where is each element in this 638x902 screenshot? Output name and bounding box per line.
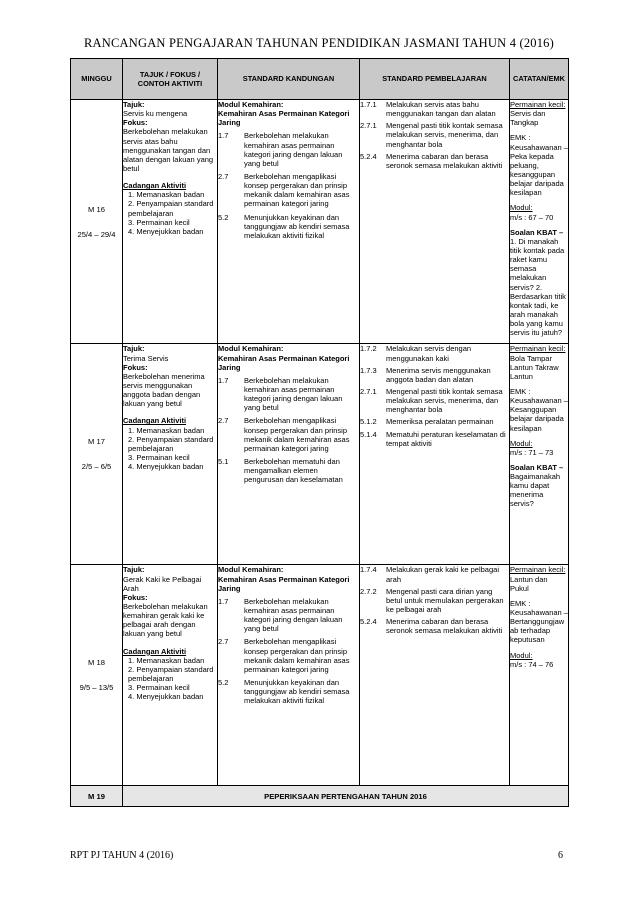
sk-item <box>218 678 359 705</box>
sp-code: 5.1.4 <box>360 429 377 439</box>
modul-label: Modul Kemahiran: <box>218 100 284 109</box>
tajuk-cell <box>123 100 218 344</box>
sp-text: Melakukan servis atas bahu menggunakan tangan dan alatan <box>386 100 496 119</box>
sp-text: Menerima servis menggunakan anggota badan dan alatan <box>386 365 491 384</box>
sk-item <box>218 597 359 634</box>
aktiviti-item: 3. Permainan kecil <box>128 452 190 462</box>
sp-text: Menerima cabaran dan berasa seronok semasa melakukan aktiviti <box>386 617 503 636</box>
standard-kandungan-cell <box>218 344 360 565</box>
emk-text: Keusahawanan – Peka kepada peluang, kesanggupan belajar daripada kesilapan <box>510 142 568 198</box>
col-header-minggu: MINGGU <box>71 59 123 100</box>
fokus-text: Berkebolehan melakukan servis atas bahu menggunakan tangan dan alatan dengan lakuan yang betul <box>123 127 214 173</box>
sk-code: 2.7 <box>218 416 229 426</box>
sp-text: Mengenal pasti titik kontak semasa melakukan servis, menerima, dan menghantar bola <box>386 386 503 415</box>
sk-text: Berkebolehan melakukan kemahiran asas permainan kategori jaring dengan lakuan yang betul <box>244 596 343 634</box>
sk-code: 1.7 <box>218 375 229 385</box>
sp-item <box>360 387 509 414</box>
cadangan-label: Cadangan Aktiviti <box>123 181 187 191</box>
standard-pembelajaran-cell <box>360 565 510 786</box>
sk-item <box>218 457 359 484</box>
sp-code: 2.7.1 <box>360 121 377 131</box>
emk-block <box>510 387 568 433</box>
footer-title: RPT PJ TAHUN 4 (2016) <box>70 850 174 861</box>
sp-item <box>360 617 509 635</box>
sp-text: Melakukan servis dengan menggunakan kaki <box>386 344 472 363</box>
permainan-name: Bola Tampar Lantun Takraw Lantun <box>510 353 559 381</box>
sk-item <box>218 131 359 168</box>
sp-text: Mematuhi peraturan keselamatan di tempat aktiviti <box>386 429 506 448</box>
fokus-text: Berkebolehan menerima servis menggunakan anggota badan dengan lakuan yang betul <box>123 371 205 409</box>
week-cell <box>71 344 123 565</box>
sp-item <box>360 152 509 170</box>
tajuk-text: Gerak Kaki ke Pelbagai Arah <box>123 574 202 593</box>
permainan-kecil <box>510 100 568 127</box>
aktiviti-item: 4. Menyejukkan badan <box>128 462 204 472</box>
sk-item <box>218 376 359 413</box>
permainan-label: Permainan kecil: <box>510 344 566 354</box>
modul-block <box>510 651 568 669</box>
sp-code: 1.7.1 <box>360 100 377 109</box>
kbat-label: Soalan KBAT – <box>510 462 564 472</box>
modul-pages-label: Modul: <box>510 650 533 660</box>
emk-label: EMK : <box>510 598 531 608</box>
permainan-label: Permainan kecil: <box>510 565 566 575</box>
sk-code: 5.2 <box>218 212 229 222</box>
sk-text: Berkebolehan mengaplikasi konsep pergerakan dan prinsip mekanik dalam kemahiran asas permainan kategori jaring <box>244 637 350 674</box>
sp-text: Menerima cabaran dan berasa seronok semasa melakukan aktiviti <box>386 151 503 170</box>
week-number: M 16 <box>88 204 105 214</box>
cadangan-label: Cadangan Aktiviti <box>123 646 187 656</box>
emk-text: Keusahawanan – Bertanggungjaw ab terhadap keputusan <box>510 607 568 645</box>
col-header-standard-kandungan: STANDARD KANDUNGAN <box>218 59 360 100</box>
sk-text: Berkebolehan melakukan kemahiran asas permainan kategori jaring dengan lakuan yang betul <box>244 375 343 413</box>
kbat-block <box>510 228 568 338</box>
modul-pages: m/s : 74 – 76 <box>510 659 554 669</box>
aktiviti-item: 2. Penyampaian standard pembelajaran <box>128 199 214 218</box>
aktiviti-item: 1. Memanaskan badan <box>128 655 205 665</box>
sp-item <box>360 587 509 614</box>
modul-pages: m/s : 71 – 73 <box>510 447 554 457</box>
week-number: M 17 <box>88 437 105 447</box>
aktiviti-item: 1. Memanaskan badan <box>128 190 205 200</box>
sk-code: 5.2 <box>218 677 229 687</box>
week-dates: 9/5 – 13/5 <box>79 683 114 693</box>
exam-text: PEPERIKSAAN PERTENGAHAN TAHUN 2016 <box>123 786 569 807</box>
fokus-label: Fokus: <box>123 362 148 372</box>
tajuk-text: Terima Servis <box>123 353 169 363</box>
sp-code: 1.7.4 <box>360 565 377 575</box>
fokus-text: Berkebolehan melakukan kemahiran gerak kaki ke pelbagai arah dengan lakuan yang betul <box>123 601 208 639</box>
tajuk-text: Servis ku mengena <box>123 109 188 119</box>
tajuk-label: Tajuk: <box>123 344 145 354</box>
sk-code: 2.7 <box>218 171 229 181</box>
sk-text: Menunjukkan keyakinan dan tanggungjaw ab kendiri semasa melakukan aktiviti fizikal <box>244 212 350 240</box>
sp-item <box>360 417 509 426</box>
modul-sub: Kemahiran Asas Permainan Kategori Jaring <box>218 109 350 128</box>
kbat-text: 1. Di manakah titik kontak pada raket kamu semasa melakukan servis? 2. Berdasarkan titik kontak tadi, ke arah manakah bola yang kamu servis itu jatuh? <box>510 236 566 338</box>
standard-kandungan-cell <box>218 565 360 786</box>
aktiviti-item: 1. Memanaskan badan <box>128 425 205 435</box>
emk-text: Keusahawanan – Kesanggupan belajar daripada kesilapan <box>510 396 568 433</box>
kbat-block <box>510 463 568 509</box>
exam-week: M 19 <box>71 786 123 807</box>
sk-text: Berkebolehan mengaplikasi konsep pergerakan dan prinsip mekanik dalam kemahiran asas permainan kategori jaring <box>244 416 350 453</box>
modul-sub: Kemahiran Asas Permainan Kategori Jaring <box>218 353 350 372</box>
kbat-text: Bagaimanakah kamu dapat menerima servis? <box>510 472 561 509</box>
sk-item <box>218 637 359 674</box>
sk-code: 1.7 <box>218 131 229 141</box>
catatan-cell <box>510 100 569 344</box>
sp-item <box>360 344 509 362</box>
sp-code: 2.7.2 <box>360 586 377 596</box>
aktiviti-item: 4. Menyejukkan badan <box>128 226 204 236</box>
sp-code: 5.2.4 <box>360 617 377 627</box>
permainan-kecil <box>510 565 568 592</box>
tajuk-cell <box>123 344 218 565</box>
col-header-tajuk: TAJUK / FOKUS / CONTOH AKTIVITI <box>123 59 218 100</box>
cadangan-label: Cadangan Aktiviti <box>123 416 187 426</box>
aktiviti-item: 4. Menyejukkan badan <box>128 692 204 702</box>
week-cell <box>71 565 123 786</box>
sk-code: 1.7 <box>218 596 229 606</box>
sk-item <box>218 416 359 453</box>
document-title: RANCANGAN PENGAJARAN TAHUNAN PENDIDIKAN JASMANI TAHUN 4 (2016) <box>83 36 554 50</box>
modul-block <box>510 203 568 221</box>
tajuk-label: Tajuk: <box>123 565 145 575</box>
tajuk-cell <box>123 565 218 786</box>
standard-pembelajaran-cell <box>360 100 510 344</box>
sk-code: 2.7 <box>218 637 229 647</box>
table-row <box>71 100 569 344</box>
sk-text: Menunjukkan keyakinan dan tanggungjaw ab kendiri semasa melakukan aktiviti fizikal <box>244 677 350 706</box>
exam-row <box>71 786 569 807</box>
sp-code: 2.7.1 <box>360 386 377 396</box>
sp-text: Melakukan gerak kaki ke pelbagai arah <box>386 565 499 584</box>
aktiviti-item: 2. Penyampaian standard pembelajaran <box>128 434 214 453</box>
permainan-kecil <box>510 344 568 381</box>
week-dates: 2/5 – 6/5 <box>81 462 112 472</box>
emk-label: EMK : <box>510 133 531 143</box>
permainan-name: Lantun dan Pukul <box>510 574 548 593</box>
sk-item <box>218 172 359 209</box>
modul-pages: m/s : 67 – 70 <box>510 212 554 222</box>
modul-label: Modul Kemahiran: <box>218 344 284 354</box>
sp-text: Mengenal pasti titik kontak semasa melakukan servis, menerima, dan menghantar bola <box>386 121 503 149</box>
sp-code: 1.7.2 <box>360 344 377 354</box>
sp-item <box>360 430 509 448</box>
modul-sub: Kemahiran Asas Permainan Kategori Jaring <box>218 574 350 593</box>
modul-block <box>510 439 568 457</box>
sp-text: Memeriksa peralatan permainan <box>386 417 494 427</box>
sk-text: Berkebolehan melakukan kemahiran asas permainan kategori jaring dengan lakuan yang betul <box>244 131 343 168</box>
kbat-label: Soalan KBAT – <box>510 227 564 237</box>
sp-item <box>360 565 509 583</box>
sp-text: Mengenal pasti cara dirian yang betul untuk memulakan pergerakan ke pelbagai arah <box>386 586 504 614</box>
page-number: 6 <box>558 850 563 861</box>
permainan-label: Permainan kecil: <box>510 100 566 109</box>
sk-text: Berkebolehan mengaplikasi konsep pergerakan dan prinsip mekanik dalam kemahiran asas permainan kategori jaring <box>244 171 350 209</box>
week-dates: 25/4 – 29/4 <box>77 229 116 239</box>
standard-kandungan-cell <box>218 100 360 344</box>
fokus-label: Fokus: <box>123 118 148 128</box>
catatan-cell <box>510 565 569 786</box>
rpt-table <box>70 58 569 807</box>
permainan-name: Servis dan Tangkap <box>510 109 546 128</box>
sp-code: 1.7.3 <box>360 365 377 375</box>
aktiviti-item: 3. Permainan kecil <box>128 683 190 693</box>
sk-code: 5.1 <box>218 456 229 466</box>
sp-item <box>360 366 509 384</box>
modul-pages-label: Modul: <box>510 203 533 213</box>
modul-pages-label: Modul: <box>510 438 533 448</box>
modul-label: Modul Kemahiran: <box>218 565 284 575</box>
catatan-cell <box>510 344 569 565</box>
week-cell <box>71 100 123 344</box>
standard-pembelajaran-cell <box>360 344 510 565</box>
aktiviti-item: 2. Penyampaian standard pembelajaran <box>128 664 214 683</box>
col-header-standard-pembelajaran: STANDARD PEMBELAJARAN <box>360 59 510 100</box>
fokus-label: Fokus: <box>123 592 148 602</box>
table-row <box>71 344 569 565</box>
table-row <box>71 565 569 786</box>
col-header-catatan: CATATAN/EMK <box>510 59 569 100</box>
emk-label: EMK : <box>510 386 531 396</box>
emk-block <box>510 133 568 197</box>
sk-text: Berkebolehan mematuhi dan mengamalkan elemen pengurusan dan keselamatan <box>244 456 343 485</box>
emk-block <box>510 599 568 645</box>
sk-item <box>218 213 359 240</box>
sp-item <box>360 121 509 148</box>
sp-code: 5.1.2 <box>360 417 377 427</box>
sp-code: 5.2.4 <box>360 151 377 161</box>
week-number: M 18 <box>88 658 105 668</box>
aktiviti-item: 3. Permainan kecil <box>128 217 190 227</box>
sp-item <box>360 100 509 118</box>
tajuk-label: Tajuk: <box>123 100 145 109</box>
